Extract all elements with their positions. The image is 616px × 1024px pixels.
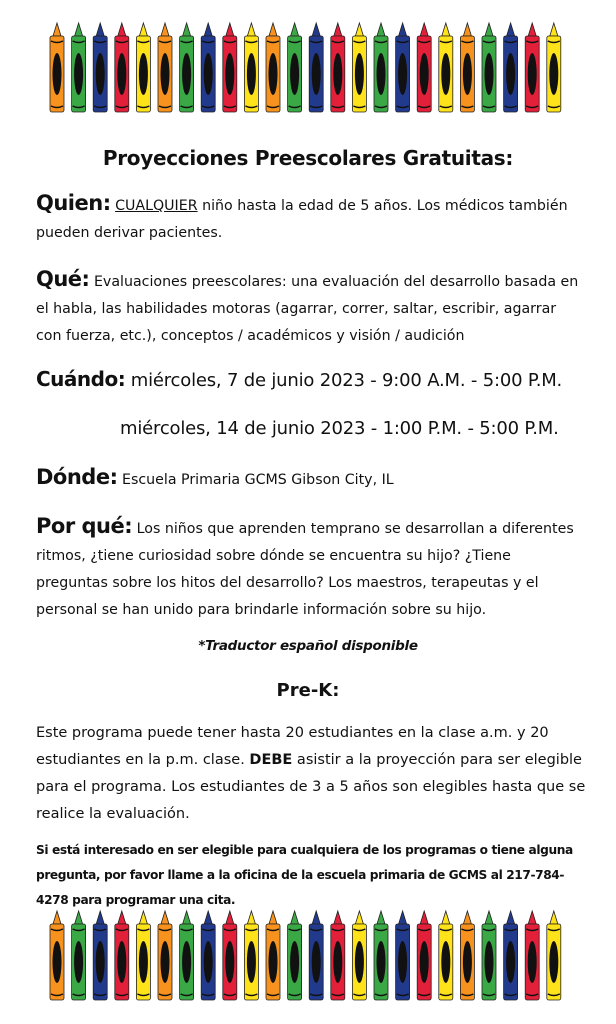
crayon-bottom-10 (244, 911, 258, 1000)
crayon-bottom-24 (547, 911, 561, 1000)
crayon-bottom-7 (180, 911, 194, 1000)
prek-title: Pre-K: (276, 680, 340, 701)
crayon-top-19 (439, 23, 453, 112)
program-text-1: Este programa puede tener hasta 20 estudiantes en la clase a.m. y 20 estudiantes en la p.m. clase. (36, 725, 549, 768)
crayon-bottom-8 (201, 911, 215, 1000)
program-description (36, 720, 586, 828)
quien-emphasis: CUALQUIER (115, 198, 198, 214)
crayon-top-21 (482, 23, 496, 112)
crayon-top-24 (547, 23, 561, 112)
crayon-top-15 (352, 23, 366, 112)
por-que-text: Los niños que aprenden temprano se desarrollan a diferentes ritmos, ¿tiene curiosidad sobre dónde se encuentra su hijo? ¿Tiene preguntas sobre los hitos del desarrollo? Los maestros, terapeutas y el personal se han unido para brindarle información sobre su hijo. (36, 521, 574, 618)
crayon-bottom-3 (93, 911, 107, 1000)
crayon-top-8 (201, 23, 215, 112)
page-title: Proyecciones Preescolares Gratuitas: (102, 146, 514, 170)
que-label: Qué: (36, 267, 90, 291)
crayon-bottom-17 (396, 911, 410, 1000)
crayon-bottom-11 (266, 911, 280, 1000)
crayon-bottom-13 (309, 911, 323, 1000)
cuando-section (36, 366, 586, 396)
por-que-section (36, 513, 586, 624)
que-section (36, 266, 586, 350)
crayon-top-12 (288, 23, 302, 112)
crayon-bottom-2 (72, 911, 86, 1000)
crayon-bottom-19 (439, 911, 453, 1000)
crayon-bottom-22 (504, 911, 518, 1000)
crayon-bottom-20 (460, 911, 474, 1000)
crayon-bottom-6 (158, 911, 172, 1000)
crayon-top-13 (309, 23, 323, 112)
cuando-line-2: miércoles, 14 de junio 2023 - 1:00 P.M. - 5:00 P.M. (120, 418, 559, 439)
quien-section (36, 190, 586, 247)
crayon-top-4 (115, 23, 129, 112)
cuando-label: Cuándo: (36, 367, 126, 391)
crayon-top-17 (396, 23, 410, 112)
crayon-border-top (48, 20, 588, 116)
quien-label: Quien: (36, 191, 111, 215)
crayon-bottom-9 (223, 911, 237, 1000)
donde-section (36, 464, 586, 494)
crayon-top-23 (525, 23, 539, 112)
cuando-line-1: miércoles, 7 de junio 2023 - 9:00 A.M. - 5:00 P.M. (125, 370, 563, 391)
crayon-top-22 (504, 23, 518, 112)
crayon-bottom-4 (115, 911, 129, 1000)
crayon-bottom-21 (482, 911, 496, 1000)
program-bold: DEBE (249, 752, 293, 768)
crayon-bottom-23 (525, 911, 539, 1000)
por-que-label: Por qué: (36, 514, 133, 538)
crayon-border-bottom (48, 908, 588, 1004)
crayon-top-10 (244, 23, 258, 112)
crayon-top-7 (180, 23, 194, 112)
donde-text: Escuela Primaria GCMS Gibson City, IL (117, 472, 394, 488)
crayon-top-20 (460, 23, 474, 112)
que-text: Evaluaciones preescolares: una evaluación del desarrollo basada en el habla, las habilidades motoras (agarrar, correr, saltar, escribir, agarrar con fuerza, etc.), conceptos / académicos y visión / audición (36, 274, 579, 344)
crayon-bottom-15 (352, 911, 366, 1000)
crayon-top-3 (93, 23, 107, 112)
crayon-top-2 (72, 23, 86, 112)
donde-label: Dónde: (36, 465, 118, 489)
crayon-top-6 (158, 23, 172, 112)
quien-text: niño hasta la edad de 5 años. Los médicos también pueden derivar pacientes. (36, 198, 568, 241)
contact-info: Si está interesado en ser elegible para cualquiera de los programas o tiene alguna pregunta, por favor llame a la oficina de la escuela primaria de GCMS al 217-784-4278 para programar una cita. (36, 843, 573, 907)
crayon-top-5 (136, 23, 150, 112)
crayon-bottom-1 (50, 911, 64, 1000)
crayon-top-1 (50, 23, 64, 112)
program-text-2: asistir a la proyección para ser elegible para el programa. Los estudiantes de 3 a 5 años son elegibles hasta que se realice la evaluación. (36, 752, 586, 822)
crayon-top-11 (266, 23, 280, 112)
translator-note: *Traductor español disponible (198, 638, 418, 654)
crayon-bottom-16 (374, 911, 388, 1000)
crayon-bottom-12 (288, 911, 302, 1000)
crayon-top-16 (374, 23, 388, 112)
crayon-bottom-18 (417, 911, 431, 1000)
crayon-bottom-5 (136, 911, 150, 1000)
crayon-top-9 (223, 23, 237, 112)
crayon-top-18 (417, 23, 431, 112)
crayon-bottom-14 (331, 911, 345, 1000)
crayon-top-14 (331, 23, 345, 112)
